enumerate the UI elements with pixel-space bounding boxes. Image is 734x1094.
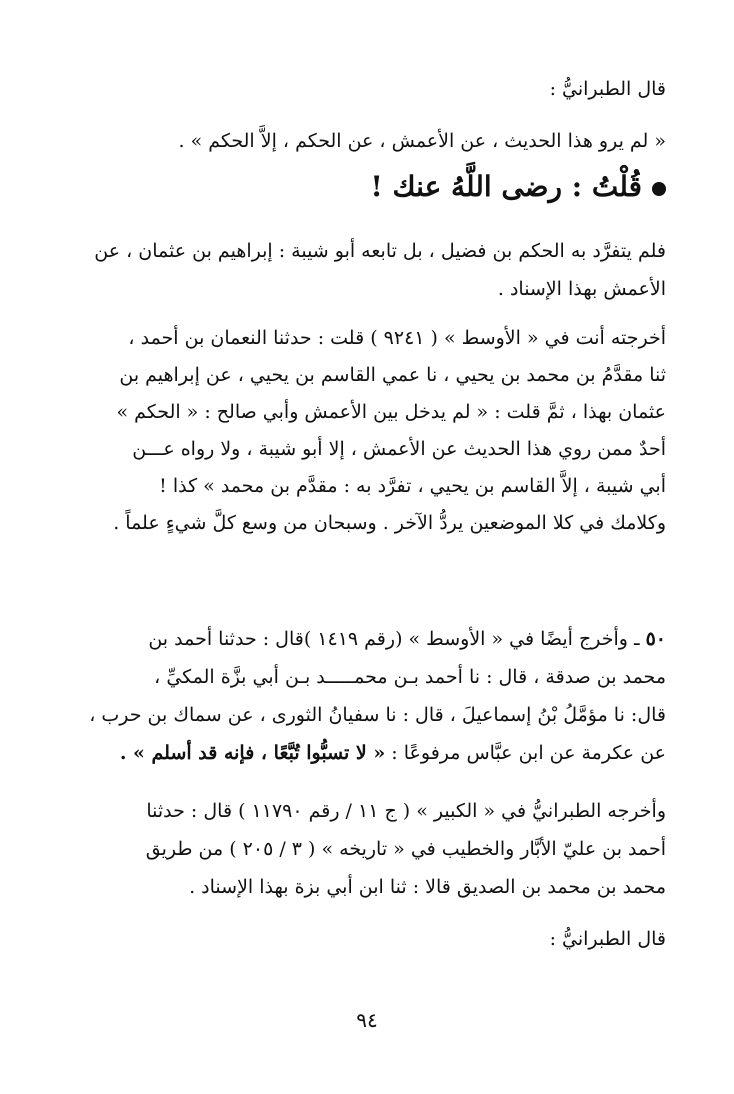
paragraph-line: محمد بن صدقة ، قال : نا أحمد بـن محمـــــد بـن أبي بزَّة المكيِّ ، — [154, 666, 666, 688]
paragraph-line: أحمد بن عليّ الأبَّار والخطيب في « تاريخه » ( ٣ / ٢٠٥ ) من طريق — [145, 838, 666, 860]
paragraph-2 — [60, 320, 666, 542]
quote-line: « لم يرو هذا الحديث ، عن الأعمش ، عن الحكم ، إلاَّ الحكم » . — [178, 130, 666, 152]
paragraph-line: فلم يتفرَّد به الحكم بن فضيل ، بل تابعه أبو شيبة : إبراهيم بن عثمان ، عن — [94, 240, 666, 262]
paragraph-line-text: عن عكرمة عن ابن عبَّاس مرفوعًا : — [385, 742, 666, 764]
paragraph-line: محمد بن محمد بن الصديق قالا : ثنا ابن أبي بزة بهذا الإسناد . — [189, 876, 666, 898]
hadith-text: « لا تسبُّوا تُبَّعًا ، فإنه قد أسلم » . — [119, 742, 386, 764]
outro-label-text: قال الطبرانيُّ : — [549, 928, 666, 950]
bullet-icon — [652, 182, 666, 196]
paragraph-line: أحدٌ ممن روي هذا الحديث عن الأعمش ، إلا أبو شيبة ، ولا رواه عـــن — [132, 438, 666, 460]
paragraph-line-text: ـ وأخرج أيضًا في « الأوسط » (رقم ١٤١٩ )قال : حدثنا أحمد بن — [148, 628, 640, 650]
quote-block — [60, 130, 666, 152]
paragraph-line: أخرجته أنت في « الأوسط » ( ٩٢٤١ ) قلت : حدثنا النعمان بن أحمد ، — [128, 327, 666, 349]
intro-label — [60, 78, 666, 100]
paragraph-line: وكلامك في كلا الموضعين يردُّ الآخر . وسبحان من وسع كلَّ شيءٍ علماً . — [113, 512, 666, 534]
paragraph-line: عثمان بهذا ، ثمَّ قلت : « لم يدخل بين الأعمش وأبي صالح : « الحكم » — [116, 401, 666, 423]
paragraph-line: أبي شيبة ، إلاَّ القاسم بن يحيي ، تفرَّد به : مقدَّم بن محمد » كذا ! — [159, 475, 666, 497]
paragraph-line: قال: نا مؤمَّلُ بْنُ إسماعيلَ ، قال : نا سفيانُ الثورى ، عن سماك بن حرب ، — [89, 704, 666, 726]
paragraph-line: الأعمش بهذا الإسناد . — [497, 278, 666, 300]
paragraph-1 — [60, 232, 666, 308]
paragraph-line: ثنا مقدَّمُ بن محمد بن يحيي ، نا عمي القاسم بن يحيي ، عن إبراهيم بن — [119, 364, 666, 386]
page-number: ٩٤ — [356, 1008, 378, 1032]
section-heading — [371, 170, 667, 203]
paragraph-line — [60, 734, 666, 772]
heading-text: قُلْتُ : رضى اللَّهُ عنك ! — [370, 170, 642, 203]
outro-label — [60, 928, 666, 950]
paragraph-3 — [60, 620, 666, 772]
intro-label-text: قال الطبرانيُّ : — [549, 78, 666, 100]
paragraph-line — [60, 620, 666, 658]
paragraph-4 — [60, 792, 666, 906]
item-number: ٥٠ — [645, 628, 666, 650]
paragraph-line: وأخرجه الطبرانيُّ في « الكبير » ( ج ١١ / رقم ١١٧٩٠ ) قال : حدثنا — [146, 800, 666, 822]
